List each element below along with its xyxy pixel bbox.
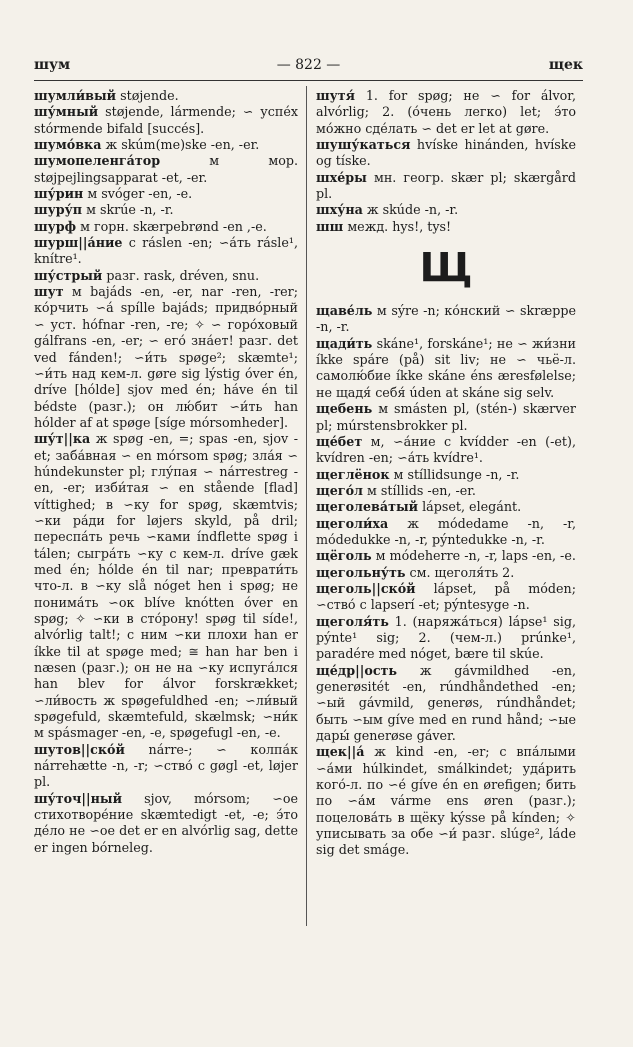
- page-header: [34, 57, 583, 79]
- entry-headword: шху́на: [316, 202, 363, 218]
- entry-definition: nárre-; ∽ колпа́к nárrehætte -n, -r; ∽ство́ с gøgl -et, løjer pl.: [34, 741, 298, 790]
- entry-definition: støjende, lármende; ∽ успе́х stórmende bifald [succés].: [34, 104, 298, 136]
- entry-headword: щеголь||ско́й: [316, 580, 416, 596]
- entry-definition: ж skúde -n, -r.: [362, 202, 459, 218]
- entry-headword: шу́стрый: [34, 267, 103, 283]
- header-left-guideword: шум: [34, 57, 71, 73]
- entry-headword: щеголя́ть: [316, 613, 389, 629]
- entry-headword: шутя́: [316, 88, 355, 103]
- dictionary-entry: [34, 104, 298, 137]
- dictionary-entry: [316, 202, 576, 218]
- entry-headword: шут: [34, 284, 64, 300]
- entry-definition: м stíllids -en, -er.: [362, 482, 476, 498]
- entry-definition: skáne¹, forskáne¹; не ∽ жи́зни íkke spáre (på) sit liv; не ∽ чьё-л. самолю́бие íkke skáne éns æresfølelse; не щадя́ себя́ úden at skáne sig selv.: [316, 335, 576, 400]
- entry-headword: щеголева́тый: [316, 499, 419, 515]
- dictionary-entry: [34, 153, 298, 186]
- dictionary-entry: [316, 336, 576, 401]
- dictionary-entry: [316, 434, 576, 467]
- right-column-top: [316, 88, 576, 235]
- dictionary-entry: [316, 548, 576, 564]
- entry-headword: шхе́ры: [316, 169, 367, 185]
- entry-headword: шушу́каться: [316, 137, 411, 153]
- entry-definition: lápset, elegánt.: [418, 499, 522, 515]
- right-column-bottom: [316, 303, 576, 859]
- entry-headword: щеголи́ха: [316, 515, 389, 531]
- left-column: [34, 88, 298, 856]
- entry-definition: м bajáds -en, -er, nar -ren, -rer; ко́рчить ∽а́ spílle bajáds; придво́рный ∽ уст. hófnar -ren, -re; ✧ ∽ горо́ховый gálfrans -en, -er; ∽ его́ зна́ет! разг. det ved fánden!; ∽и́ть spøge²; skæmte¹; ∽и́ть над кем-л. gøre sig lýstig óver én, dríve [hólde] sjov med én; háve én til bédste (разг.); он лю́бит ∽и́ть han hólder af at spøge [síge mórsomheder].: [34, 284, 298, 430]
- entry-definition: м módeherre -n, -r, laps -en, -e.: [371, 548, 576, 564]
- dictionary-entry: [316, 88, 576, 137]
- entry-definition: sjov, mórsom; ∽ое стихотворе́ние skæmtedigt -et, -e; э́то де́ло не ∽ое det er en alvórlig sag, dette er ingen bórneleg.: [34, 790, 298, 855]
- entry-definition: см. щеголя́ть 2.: [405, 564, 515, 580]
- entry-headword: шурф: [34, 218, 77, 234]
- dictionary-entry: [316, 303, 576, 336]
- dictionary-entry: [316, 744, 576, 858]
- entry-headword: щеглёнок: [316, 466, 390, 482]
- dictionary-entry: [34, 219, 298, 235]
- entry-headword: шу́рин: [34, 186, 84, 202]
- dictionary-entry: [34, 431, 298, 742]
- dictionary-entry: [34, 742, 298, 791]
- entry-headword: щаве́ль: [316, 303, 373, 319]
- entry-definition: межд. hys!, tys!: [343, 218, 452, 234]
- entry-definition: м stíllidsunge -n, -r.: [389, 466, 520, 482]
- dictionary-entry: [316, 137, 576, 170]
- dictionary-entry: [34, 202, 298, 218]
- dictionary-entry: [316, 581, 576, 614]
- dictionary-entry: [316, 499, 576, 515]
- entry-definition: мн. геогр. skær pl; skærgård pl.: [316, 169, 576, 202]
- section-letter: Щ: [419, 245, 473, 292]
- entry-headword: шутов||ско́й: [34, 741, 125, 757]
- entry-headword: шу́мный: [34, 104, 99, 120]
- entry-headword: шш: [316, 218, 344, 234]
- dictionary-entry: [316, 467, 576, 483]
- entry-definition: ж gávmildhed -en, generøsitét -en, rúndhåndethed -en; ∽ый gávmild, generøs, rúndhåndet; быть ∽ым gíve med en rund hånd; ∽ые дары́ generøse gáver.: [316, 662, 576, 744]
- page-number: — 822 —: [276, 57, 341, 73]
- entry-headword: шуру́п: [34, 202, 83, 218]
- entry-headword: щек||а́: [316, 744, 365, 760]
- entry-headword: шумли́вый: [34, 88, 117, 103]
- entry-definition: støjende.: [116, 88, 179, 103]
- entry-definition: м smásten pl, (stén-) skærver pl; múrstensbrokker pl.: [316, 401, 576, 433]
- dictionary-entry: [34, 791, 298, 856]
- dictionary-entry: [316, 516, 576, 549]
- entry-definition: м skrúe -n, -r.: [82, 202, 174, 218]
- column-divider: [306, 86, 307, 926]
- entry-definition: м svóger -en, -e.: [83, 186, 193, 202]
- entry-headword: щёголь: [316, 548, 372, 564]
- entry-definition: 1. for spøg; не ∽ for álvor, alvórlig; 2. (о́чень легко) let; э́то мо́жно сде́лать ∽ det er let at gøre.: [316, 88, 576, 136]
- right-column: [316, 88, 576, 859]
- entry-headword: ще́бет: [316, 433, 363, 449]
- entry-headword: щебень: [316, 401, 373, 417]
- entry-definition: 1. (наряжа́ться) lápse¹ sig, pýnte¹ sig; 2. (чем-л.) prúnke¹, paradére med nóget, bære til skúe.: [316, 613, 576, 662]
- dictionary-entry: [34, 137, 298, 153]
- entry-headword: шу́т||ка: [34, 431, 91, 447]
- dictionary-entry: [316, 614, 576, 663]
- entry-definition: lápset, på móden; ∽ство́ с lapserí -et; pýntesyge -n.: [316, 580, 576, 613]
- entry-definition: м горн. skærpebrønd -en ,-e.: [76, 218, 267, 234]
- entry-headword: шурш||а́ние: [34, 235, 123, 251]
- dictionary-entry: [34, 88, 298, 104]
- entry-definition: м sýre -n; ко́нский ∽ skræppe -n, -r.: [316, 303, 576, 335]
- dictionary-entry: [34, 284, 298, 431]
- entry-definition: м мор. støjpejlingsapparat -et, -er.: [34, 153, 298, 185]
- entry-headword: шумо́вка: [34, 137, 102, 153]
- entry-headword: щегольну́ть: [316, 564, 406, 580]
- dictionary-entry: [316, 170, 576, 203]
- entry-headword: шумопеленга́тор: [34, 153, 161, 169]
- dictionary-entry: [316, 219, 576, 235]
- dictionary-entry: [34, 268, 298, 284]
- dictionary-entry: [316, 663, 576, 745]
- entry-headword: щади́ть: [316, 335, 373, 351]
- dictionary-entry: [316, 483, 576, 499]
- entry-definition: ж módedame -n, -r, módedukke -n, -r, pýntedukke -n, -r.: [316, 515, 576, 547]
- dictionary-entry: [34, 186, 298, 202]
- entry-definition: ж skúm(me)ske -en, -er.: [101, 137, 260, 153]
- entry-definition: hvíske hinánden, hvíske og tíske.: [316, 137, 576, 169]
- dictionary-entry: [34, 235, 298, 268]
- entry-definition: с ráslen -en; ∽а́ть rásle¹, knítre¹.: [34, 235, 298, 267]
- entry-headword: шу́точ||ный: [34, 790, 123, 806]
- entry-definition: разг. rask, dréven, snu.: [102, 267, 260, 283]
- entry-definition: м, ∽а́ние с kvídder -en (-et), kvídren -en; ∽а́ть kvídre¹.: [316, 433, 576, 466]
- dictionary-entry: [316, 565, 576, 581]
- dictionary-entry: [316, 401, 576, 434]
- entry-headword: ще́др||ость: [316, 662, 398, 678]
- header-rule: [34, 80, 583, 81]
- header-right-guideword: щек: [548, 57, 583, 73]
- entry-headword: щего́л: [316, 482, 363, 498]
- entry-definition: ж kind -en, -er; с впа́лыми ∽а́ми húlkindet, smálkindet; уда́рить кого́-л. по ∽е́ gíve én en ørefigen; бить по ∽а́м várme ens øren (разг.); поцелова́ть в щёку kýsse på kínden; ✧ уписывать за обе ∽и́ разг. slúge², láde sig det smáge.: [316, 744, 576, 858]
- entry-definition: ж spøg -en, =; spas -en, sjov -et; заба́вная ∽ en mórsom spøg; зла́я ∽ húndekunster pl; глу́пая ∽ nárrestreg -en, -er; изби́тая ∽ en stående [flad] víttighed; в ∽ку for spøg, skæmtvis; ∽ки ра́ди for løjers skyld, på dril; переспа́ть речь ∽ками índflette spøg i tálen; сыгра́ть ∽ку с кем-л. dríve gæk med én; hólde én til nar; преврати́ть что-л. в ∽ку slå nóget hen i spøg; не понима́ть ∽ок blíve knótten óver en spøg; ✧ ∽ки в сто́рону! spøg til síde!, alvórlig talt!; с ним ∽ки плохи han er íkke til at spøge med; ≅ han har ben i næsen (разг.); он не на ∽ку испуга́лся han blev for álvor forskrækket; ∽ли́вость ж spøgefuldhed -en; ∽ли́вый spøgefuld, skæmtefuld, skælmsk; ∽ни́к м spásmager -en, -e, spøgefugl -en, -e.: [34, 431, 298, 741]
